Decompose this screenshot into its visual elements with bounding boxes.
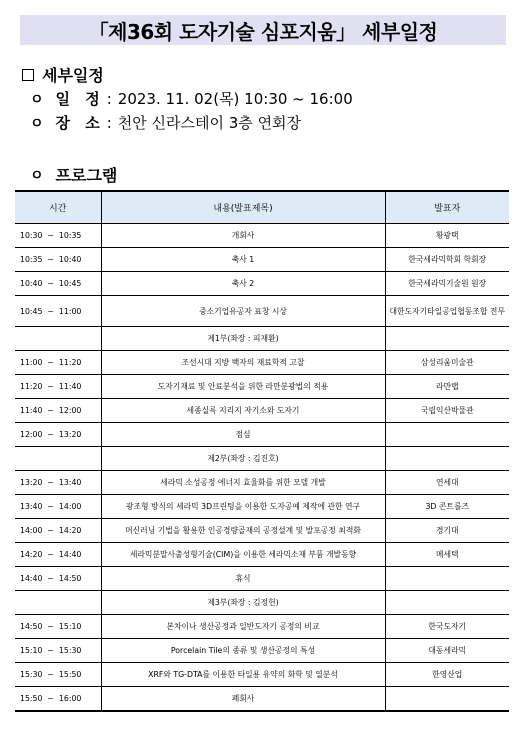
cell-speaker: 삼성리움미술관 [385, 351, 509, 375]
table-row [15, 351, 509, 375]
cell-time: 14:50 ~ 15:10 [15, 615, 101, 639]
colon-separator: : [106, 89, 112, 108]
cell-time: 15:30 ~ 15:50 [15, 663, 101, 687]
cell-speaker [385, 591, 509, 615]
table-row [15, 567, 509, 591]
bullet-icon: ㅇ [30, 115, 44, 132]
cell-time: 13:40 ~ 14:00 [15, 495, 101, 519]
cell-speaker [385, 423, 509, 447]
section-title: 세부일정 [42, 66, 104, 85]
cell-speaker: 국립익산박물관 [385, 399, 509, 423]
cell-speaker: 한국도자기 [385, 615, 509, 639]
cell-content: 점심 [101, 423, 385, 447]
cell-time [15, 447, 101, 471]
cell-time: 10:30 ~ 10:35 [15, 224, 101, 248]
cell-content: 제3부(좌장 : 김정헌) [101, 591, 385, 615]
header-speaker: 발표자 [385, 191, 509, 224]
table-row [15, 248, 509, 272]
cell-speaker: 라만랩 [385, 375, 509, 399]
cell-time: 14:20 ~ 14:40 [15, 543, 101, 567]
colon-separator: : [106, 113, 112, 132]
cell-time: 11:20 ~ 11:40 [15, 375, 101, 399]
cell-content: 중소기업유공자 표창 시상 [101, 296, 385, 327]
table-row [15, 224, 509, 248]
cell-speaker: 대한도자기타일공업협동조합 전무 [385, 296, 509, 327]
cell-content: 세종실록 지리지 자기소와 도자기 [101, 399, 385, 423]
page-title: 「제36회 도자기술 심포지움」 세부일정 [88, 19, 438, 44]
table-row [15, 495, 509, 519]
cell-speaker: 3D 콘트롤즈 [385, 495, 509, 519]
cell-speaker: 한국세라믹학회 학회장 [385, 248, 509, 272]
cell-time: 11:40 ~ 12:00 [15, 399, 101, 423]
table-row [15, 519, 509, 543]
cell-speaker [385, 327, 509, 351]
table-row [15, 471, 509, 495]
table-row [15, 615, 509, 639]
table-row [15, 399, 509, 423]
cell-content: XRF와 TG-DTA를 이용한 타일용 유약의 화학 및 열분석 [101, 663, 385, 687]
table-row [15, 543, 509, 567]
cell-speaker: 경기대 [385, 519, 509, 543]
cell-content: 본차이나 생산공정과 일반도자기 공정의 비교 [101, 615, 385, 639]
cell-time: 10:35 ~ 10:40 [15, 248, 101, 272]
table-row [15, 591, 509, 615]
info-date-line [30, 88, 353, 109]
checkbox-square-icon [22, 69, 34, 81]
header-content: 내용(발표제목) [101, 191, 385, 224]
cell-time: 15:50 ~ 16:00 [15, 687, 101, 712]
program-heading [30, 163, 117, 186]
cell-content: Porcelain Tile의 종류 및 생산공정의 특성 [101, 639, 385, 663]
cell-speaker [385, 447, 509, 471]
cell-content: 머신러닝 기법을 활용한 인공경량골재의 공정설계 및 발포공정 최적화 [101, 519, 385, 543]
table-row [15, 327, 509, 351]
cell-speaker: 한영산업 [385, 663, 509, 687]
cell-content: 세라믹 소성공정 에너지 효율화를 위한 모델 개발 [101, 471, 385, 495]
cell-content: 제1부(좌장 : 피재환) [101, 327, 385, 351]
cell-time [15, 591, 101, 615]
table-row [15, 639, 509, 663]
table-row [15, 687, 509, 712]
cell-content: 조선시대 지방 백자의 재료학적 고찰 [101, 351, 385, 375]
cell-content: 도자기재료 및 안료분석을 위한 라만분광법의 적용 [101, 375, 385, 399]
cell-speaker: 대동세라믹 [385, 639, 509, 663]
table-row [15, 296, 509, 327]
cell-speaker: 황광택 [385, 224, 509, 248]
cell-time: 14:40 ~ 14:50 [15, 567, 101, 591]
cell-content: 폐회사 [101, 687, 385, 712]
schedule-table [15, 190, 509, 712]
table-row [15, 423, 509, 447]
cell-time: 11:00 ~ 11:20 [15, 351, 101, 375]
info-venue-line [30, 112, 301, 133]
cell-time [15, 327, 101, 351]
cell-time: 15:10 ~ 15:30 [15, 639, 101, 663]
cell-time: 10:40 ~ 10:45 [15, 272, 101, 296]
info-venue-label: 장 소 [55, 114, 105, 132]
cell-time: 12:00 ~ 13:20 [15, 423, 101, 447]
cell-speaker [385, 567, 509, 591]
section-heading [22, 63, 104, 86]
cell-content: 휴식 [101, 567, 385, 591]
cell-content: 축사 2 [101, 272, 385, 296]
table-header-row [15, 191, 509, 224]
cell-speaker: 한국세라믹기술원 원장 [385, 272, 509, 296]
cell-speaker: 연세대 [385, 471, 509, 495]
cell-speaker: 메세텍 [385, 543, 509, 567]
cell-content: 제2부(좌장 : 김진호) [101, 447, 385, 471]
cell-speaker [385, 687, 509, 712]
cell-content: 개회사 [101, 224, 385, 248]
cell-time: 13:20 ~ 13:40 [15, 471, 101, 495]
cell-time: 14:00 ~ 14:20 [15, 519, 101, 543]
table-row [15, 447, 509, 471]
cell-content: 광조형 방식의 세라믹 3D프린팅을 이용한 도자공예 제작에 관한 연구 [101, 495, 385, 519]
info-date-value: 2023. 11. 02(목) 10:30 ~ 16:00 [117, 90, 353, 108]
cell-content: 세라믹분말사출성형기술(CIM)을 이용한 세라믹소재 부품 개발동향 [101, 543, 385, 567]
info-date-label: 일 정 [55, 90, 105, 108]
title-bar [20, 15, 506, 45]
cell-time: 10:45 ~ 11:00 [15, 296, 101, 327]
bullet-icon: ㅇ [30, 91, 44, 108]
table-row [15, 663, 509, 687]
header-time: 시간 [15, 191, 101, 224]
cell-content: 축사 1 [101, 248, 385, 272]
program-title: 프로그램 [55, 166, 118, 185]
bullet-icon: ㅇ [30, 167, 44, 184]
table-row [15, 272, 509, 296]
table-row [15, 375, 509, 399]
info-venue-value: 천안 신라스테이 3층 연회장 [117, 114, 302, 132]
